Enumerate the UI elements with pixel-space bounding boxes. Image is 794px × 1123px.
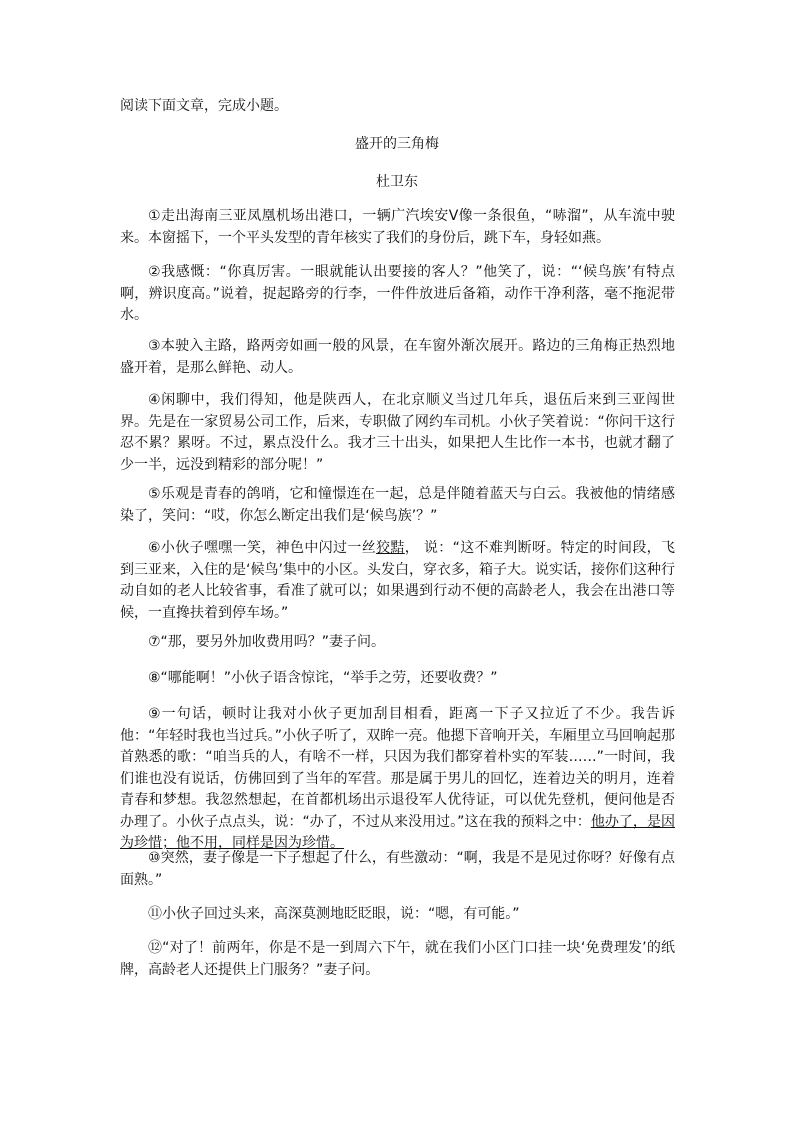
paragraph-6-rest: ， 说：“这不难判断呀。特定的时间段，飞到三亚来，入住的是‘候鸟’集中的小区。头发白，穿衣多，箱子大。说实话，接你们这种行动自如的老人比较省事，看准了就可以；如果遇到行动不便的高龄老人，我会在出港口等候，一直搀扶着到停车场。” bbox=[120, 540, 676, 621]
paragraph-2: ②我感慨：“你真厉害。一眼就能认出要接的客人？”他笑了，说：“‘候鸟族’有特点啊，辨识度高。”说着，捉起路旁的行李，一件件放进后备箱，动作干净利落，毫不拖泥带水。 bbox=[120, 264, 675, 323]
paragraph-8: ⑧“哪能啊！”小伙子语含惊诧，“举手之劳，还要收费？” bbox=[148, 670, 498, 686]
article-title: 盛开的三角梅 bbox=[355, 136, 439, 152]
instruction-text: 阅读下面文章，完成小题。 bbox=[120, 98, 288, 114]
paragraph-6-start: ⑥小伙子嘿嘿一笑，神色中闪过一丝 bbox=[148, 540, 377, 556]
paragraph-3: ③本驶入主路，路两旁如画一般的风景，在车窗外渐次展开。路边的三角梅正热烈地盛开着，是那么鲜艳、动人。 bbox=[120, 338, 675, 376]
paragraph-5: ⑤乐观是青春的鸽哨，它和憧憬连在一起，总是伴随着蓝天与白云。我被他的情绪感染了，笑问：“哎，你怎么断定出我们是‘候鸟族’？” bbox=[120, 486, 675, 524]
paragraph-12: ⑫“对了！前两年，你是不是一到周六下午，就在我们小区门口挂一块‘免费理发’的纸牌，高龄老人还提供上门服务？”妻子问。 bbox=[120, 940, 675, 978]
paragraph-6 bbox=[120, 538, 675, 624]
paragraph-7: ⑦“那，要另外加收费用吗？”妻子问。 bbox=[148, 634, 386, 650]
paragraph-9-text: ⑨一句话，顿时让我对小伙子更加刮目相看，距离一下子又拉近了不少。我告诉他：“年轻时我也当过兵。”小伙子听了，双眸一亮。他摁下音响开关，车厢里立马回响起那首熟悉的歌：“咱当兵的人，有啥不一样，只因为我们都穿着朴实的军装……”一时间，我们谁也没有说话，仿佛回到了当年的军营。那是属于男儿的回忆，连着边关的明月，连着青春和梦想。我忽然想起，在首都机场出示退役军人优待证，可以优先登机，便问他是否办理了。小伙子点点头，说：“办了，不过从来没用过。”这在我的预料之中： bbox=[120, 706, 675, 830]
underlined-sentence: 他办了，是因为珍惜；他不用，同样是因为珍惜。 bbox=[120, 813, 675, 851]
paragraph-4: ④闲聊中，我们得知，他是陕西人，在北京顺义当过几年兵，退伍后来到三亚闯世界。先是在一家贸易公司工作，后来，专职做了网约车司机。小伙子笑着说：“你问干这行忍不累？累呀。不过，累点没什么。我才三十出头，如果把人生比作一本书，也就才翻了少一半，远没到精彩的部分呢！” bbox=[120, 392, 675, 473]
underlined-word: 狡黠 bbox=[376, 540, 405, 556]
article-author: 杜卫东 bbox=[376, 174, 418, 190]
paragraph-1: ①走出海南三亚凤凰机场出港口，一辆广汽埃安Ⅴ像一条很鱼，“哧溜”，从车流中驶来。本窗摇下，一个平头发型的青年核实了我们的身份后，跳下车，身轻如燕。 bbox=[120, 208, 675, 246]
paragraph-9 bbox=[120, 704, 675, 855]
paragraph-10: ⑩突然，妻子像是一下子想起了什么，有些激动：“啊，我是不是见过你呀？好像有点面熟。” bbox=[120, 850, 675, 888]
paragraph-11: ⑪小伙子回过头来，高深莫测地眨眨眼，说：“嗯，有可能。” bbox=[148, 906, 520, 922]
